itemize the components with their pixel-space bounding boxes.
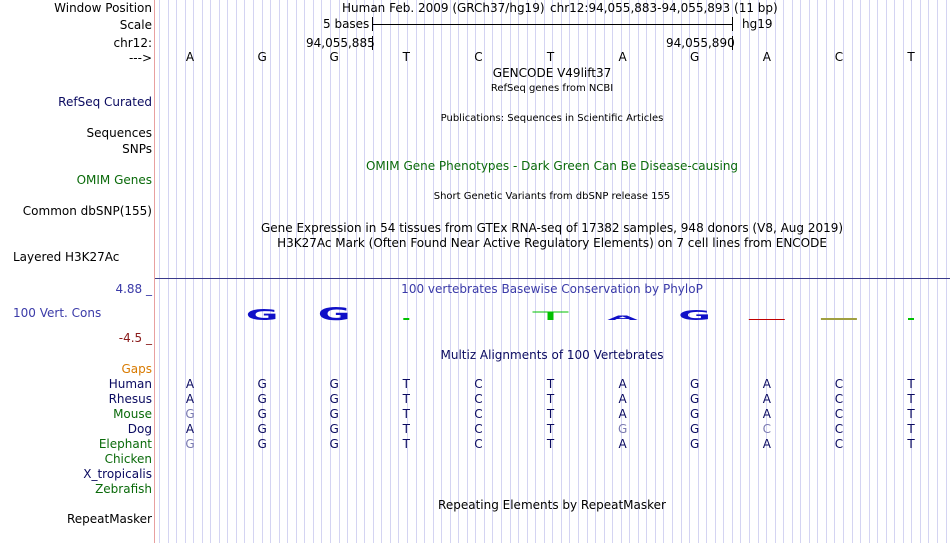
- gridline: [433, 0, 434, 543]
- gridline: [706, 0, 707, 543]
- gridline: [629, 0, 630, 543]
- gridline: [219, 0, 220, 543]
- gridline: [749, 0, 750, 543]
- alignment-base-mouse: T: [402, 407, 410, 421]
- gridline: [655, 0, 656, 543]
- label-h3k27ac[interactable]: Layered H3K27Ac: [13, 250, 120, 264]
- label-dbsnp[interactable]: Common dbSNP(155): [22, 204, 152, 218]
- track-separator: [155, 278, 950, 279]
- gridline: [193, 0, 194, 543]
- alignment-base-rhesus: A: [618, 392, 627, 406]
- gridline: [792, 0, 793, 543]
- gridline: [227, 0, 228, 543]
- label-gaps[interactable]: Gaps: [121, 362, 152, 376]
- coord-left: 94,055,885: [306, 36, 375, 50]
- sequence-base: A: [762, 50, 771, 64]
- sequence-base: G: [690, 50, 700, 64]
- alignment-base-human: A: [618, 377, 627, 391]
- gridline: [356, 0, 357, 543]
- track-image[interactable]: [155, 0, 950, 543]
- label-sequences[interactable]: Sequences: [86, 126, 152, 140]
- phylop-desc: 100 vertebrates Basewise Conservation by PhyloP: [401, 282, 703, 296]
- gridline: [766, 0, 767, 543]
- alignment-base-rhesus: G: [257, 392, 267, 406]
- gridline: [176, 0, 177, 543]
- gridline: [304, 0, 305, 543]
- alignment-base-dog: T: [546, 422, 555, 436]
- db-label: hg19: [742, 17, 773, 31]
- gridline: [398, 0, 399, 543]
- gridline: [621, 0, 622, 543]
- alignment-base-mouse: A: [618, 407, 627, 421]
- track-labels: [0, 0, 154, 543]
- conservation-mark: [403, 318, 409, 320]
- gridline: [758, 0, 759, 543]
- alignment-base-dog: G: [329, 422, 339, 436]
- alignment-base-dog: G: [690, 422, 700, 436]
- alignment-base-mouse: A: [762, 407, 771, 421]
- alignment-base-elephant: G: [329, 437, 339, 451]
- sequence-base: T: [546, 50, 555, 64]
- alignment-base-human: T: [402, 377, 410, 391]
- sequence-base: G: [257, 50, 267, 64]
- gridline: [937, 0, 938, 543]
- label-chrom[interactable]: chr12:: [113, 36, 152, 50]
- sequence-base: T: [402, 50, 410, 64]
- gridline: [834, 0, 835, 543]
- alignment-base-human: G: [257, 377, 267, 391]
- label-cons-min: -4.5 _: [118, 331, 152, 345]
- alignment-base-elephant: T: [907, 437, 915, 451]
- conservation-logo-letter: G: [678, 307, 711, 324]
- gridline: [330, 0, 331, 543]
- gridline: [783, 0, 784, 543]
- gridline: [843, 0, 844, 543]
- gridline: [458, 0, 459, 543]
- alignment-base-elephant: A: [762, 437, 771, 451]
- gridline: [646, 0, 647, 543]
- alignment-base-dog: C: [834, 422, 844, 436]
- gridline: [270, 0, 271, 543]
- gridline: [928, 0, 929, 543]
- alignment-base-mouse: T: [907, 407, 915, 421]
- alignment-base-dog: T: [907, 422, 915, 436]
- sequence-base: C: [474, 50, 483, 64]
- alignment-base-mouse: G: [690, 407, 700, 421]
- conservation-logo-letter: G: [317, 303, 351, 325]
- gridline: [279, 0, 280, 543]
- conservation-mark: [548, 312, 554, 320]
- alignment-base-elephant: T: [546, 437, 555, 451]
- conservation-logo-letter: G: [245, 306, 279, 324]
- gridline: [244, 0, 245, 543]
- gridline: [775, 0, 776, 543]
- dbsnp-desc: Short Genetic Variants from dbSNP release 155: [433, 191, 671, 202]
- alignment-base-mouse: G: [257, 407, 267, 421]
- sequence-base: A: [618, 50, 627, 64]
- alignment-base-human: G: [329, 377, 339, 391]
- label-window-position[interactable]: Window Position: [54, 1, 152, 15]
- label-strand[interactable]: --->: [128, 51, 152, 65]
- h3k27ac-desc: H3K27Ac Mark (Often Found Near Active Regulatory Elements) on 7 cell lines from ENCODE: [277, 236, 827, 250]
- assembly-text: Human Feb. 2009 (GRCh37/hg19): [342, 1, 545, 15]
- multiz-desc: Multiz Alignments of 100 Vertebrates: [440, 348, 664, 362]
- alignment-base-dog: C: [762, 422, 771, 436]
- gridline: [638, 0, 639, 543]
- gridline: [475, 0, 476, 543]
- gridline: [416, 0, 417, 543]
- gridline: [313, 0, 314, 543]
- gridline: [262, 0, 263, 543]
- alignment-base-rhesus: G: [690, 392, 700, 406]
- alignment-base-elephant: C: [834, 437, 844, 451]
- label-rhesus[interactable]: Rhesus: [108, 392, 152, 406]
- gridline: [886, 0, 887, 543]
- conservation-logo: [155, 296, 950, 346]
- gridline: [663, 0, 664, 543]
- alignment-base-elephant: C: [474, 437, 483, 451]
- gridline: [732, 0, 733, 543]
- refseq-desc: RefSeq genes from NCBI: [490, 83, 614, 94]
- alignment-base-mouse: C: [474, 407, 483, 421]
- gridline: [296, 0, 297, 543]
- gridline: [877, 0, 878, 543]
- gridline: [339, 0, 340, 543]
- label-human[interactable]: Human: [108, 377, 152, 391]
- conservation-mark: [821, 318, 857, 320]
- alignment-base-dog: T: [402, 422, 410, 436]
- omim-desc: OMIM Gene Phenotypes - Dark Green Can Be Disease-causing: [365, 159, 739, 173]
- gridline: [869, 0, 870, 543]
- gridline: [800, 0, 801, 543]
- gridline: [236, 0, 237, 543]
- gridline: [168, 0, 169, 543]
- gridline: [364, 0, 365, 543]
- gridline: [715, 0, 716, 543]
- alignment-base-rhesus: A: [762, 392, 771, 406]
- gridline: [894, 0, 895, 543]
- gencode-title[interactable]: GENCODE V49lift37: [492, 66, 612, 80]
- gridline: [467, 0, 468, 543]
- alignment-base-rhesus: C: [834, 392, 844, 406]
- alignment-base-dog: C: [474, 422, 483, 436]
- position-text: chr12:94,055,883-94,055,893 (11 bp): [550, 1, 778, 15]
- gridline: [826, 0, 827, 543]
- label-dog[interactable]: Dog: [127, 422, 152, 436]
- gridline: [441, 0, 442, 543]
- gridline: [450, 0, 451, 543]
- gridline: [347, 0, 348, 543]
- gridline: [185, 0, 186, 543]
- label-repeatmasker[interactable]: RepeatMasker: [66, 512, 152, 526]
- conservation-mark: [749, 319, 785, 320]
- gridline: [253, 0, 254, 543]
- gridline: [817, 0, 818, 543]
- gridline: [202, 0, 203, 543]
- gridline: [672, 0, 673, 543]
- publications-desc: Publications: Sequences in Scientific Articles: [440, 113, 664, 124]
- alignment-base-rhesus: G: [329, 392, 339, 406]
- gridline: [698, 0, 699, 543]
- gtex-desc: Gene Expression in 54 tissues from GTEx RNA-seq of 17382 samples, 948 donors (V8, Aug 2019): [260, 221, 844, 235]
- label-elephant[interactable]: Elephant: [98, 437, 152, 451]
- label-cons-max: 4.88 _: [115, 282, 152, 296]
- alignment-base-mouse: G: [185, 407, 195, 421]
- label-snps[interactable]: SNPs: [122, 142, 152, 156]
- gridline: [920, 0, 921, 543]
- gridline: [852, 0, 853, 543]
- gridline: [373, 0, 374, 543]
- label-omim[interactable]: OMIM Genes: [76, 173, 152, 187]
- alignment-base-mouse: G: [329, 407, 339, 421]
- gridline: [903, 0, 904, 543]
- label-chicken[interactable]: Chicken: [104, 452, 152, 466]
- label-xtrop[interactable]: X_tropicalis: [83, 467, 152, 481]
- alignment-base-rhesus: C: [474, 392, 483, 406]
- coord-right: 94,055,890: [666, 36, 735, 50]
- label-cons[interactable]: 100 Vert. Cons: [13, 306, 102, 320]
- alignment-base-human: C: [834, 377, 844, 391]
- scale-bar: [372, 24, 733, 25]
- gridline: [424, 0, 425, 543]
- gridline: [681, 0, 682, 543]
- scale-label: 5 bases: [323, 17, 370, 31]
- alignment-base-human: A: [762, 377, 771, 391]
- alignment-base-human: T: [546, 377, 555, 391]
- gridline: [809, 0, 810, 543]
- gridline: [689, 0, 690, 543]
- label-mouse[interactable]: Mouse: [113, 407, 152, 421]
- alignment-base-human: G: [690, 377, 700, 391]
- alignment-base-dog: A: [185, 422, 195, 436]
- alignment-base-mouse: C: [834, 407, 844, 421]
- alignment-base-human: C: [474, 377, 483, 391]
- gridline: [740, 0, 741, 543]
- scale-bar-right-tick: [732, 17, 733, 31]
- gridline: [911, 0, 912, 543]
- conservation-mark: [908, 318, 914, 320]
- alignment-base-rhesus: A: [185, 392, 195, 406]
- alignment-base-elephant: T: [402, 437, 410, 451]
- alignment-base-elephant: A: [618, 437, 627, 451]
- gridline: [946, 0, 947, 543]
- sequence-base: C: [834, 50, 844, 64]
- label-zebrafish[interactable]: Zebrafish: [95, 482, 152, 496]
- alignment-base-elephant: G: [185, 437, 195, 451]
- conservation-logo-letter: A: [607, 314, 638, 322]
- alignment-base-elephant: G: [690, 437, 700, 451]
- label-refseq[interactable]: RefSeq Curated: [58, 95, 152, 109]
- gridline: [287, 0, 288, 543]
- label-scale[interactable]: Scale: [119, 18, 152, 32]
- gridline: [484, 0, 485, 543]
- rmsk-desc: Repeating Elements by RepeatMasker: [438, 498, 666, 512]
- alignment-base-dog: G: [257, 422, 267, 436]
- sequence-base: G: [329, 50, 339, 64]
- alignment-base-elephant: G: [257, 437, 267, 451]
- alignment-base-human: A: [185, 377, 195, 391]
- gridline: [723, 0, 724, 543]
- gridline: [407, 0, 408, 543]
- alignment-base-rhesus: T: [546, 392, 555, 406]
- gridline: [321, 0, 322, 543]
- gridline: [159, 0, 160, 543]
- gridline: [381, 0, 382, 543]
- gridline: [390, 0, 391, 543]
- gridline: [210, 0, 211, 543]
- alignment-base-mouse: T: [546, 407, 555, 421]
- alignment-base-rhesus: T: [402, 392, 410, 406]
- scale-bar-left-tick: [372, 17, 373, 31]
- alignment-base-human: T: [907, 377, 915, 391]
- alignment-base-rhesus: T: [907, 392, 915, 406]
- sequence-base: T: [907, 50, 915, 64]
- sequence-base: A: [185, 50, 195, 64]
- gridline: [860, 0, 861, 543]
- alignment-base-dog: G: [617, 422, 628, 436]
